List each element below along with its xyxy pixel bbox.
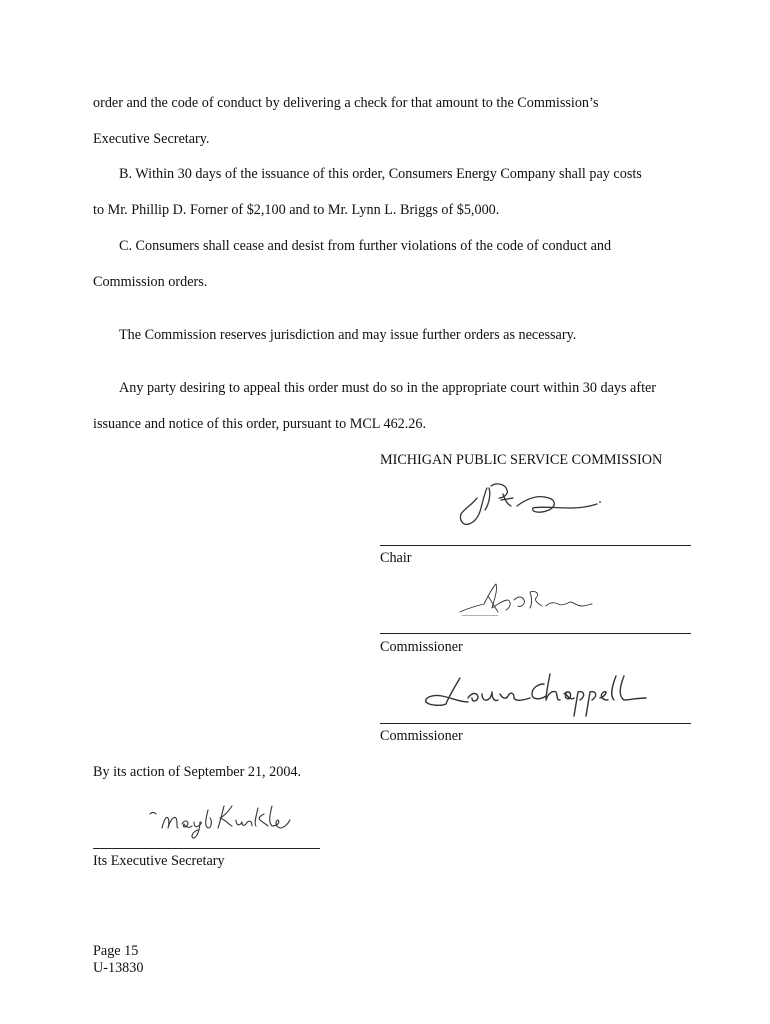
paragraph-c-line1: C. Consumers shall cease and desist from further violations of the code of conduct and bbox=[119, 238, 612, 254]
appeal-paragraph-line1: Any party desiring to appeal this order must do so in the appropriate court within 30 days after bbox=[119, 380, 657, 396]
appeal-paragraph-line2: issuance and notice of this order, pursuant to MCL 462.26. bbox=[93, 416, 427, 432]
paragraph-b-line2: to Mr. Phillip D. Forner of $2,100 and to Mr. Lynn L. Briggs of $5,000. bbox=[93, 202, 500, 218]
executive-secretary-title: Its Executive Secretary bbox=[93, 853, 225, 869]
commissioner-2-title: Commissioner bbox=[380, 728, 463, 744]
paragraph-b-line1: B. Within 30 days of the issuance of this order, Consumers Energy Company shall pay costs bbox=[119, 166, 642, 182]
commissioner-2-signature bbox=[420, 668, 650, 718]
executive-secretary-signature-line bbox=[93, 848, 320, 849]
action-date: By its action of September 21, 2004. bbox=[93, 764, 302, 780]
commissioner-1-signature-line bbox=[380, 633, 691, 634]
paragraph-a-line2: Executive Secretary. bbox=[93, 131, 210, 147]
paragraph-a-line1: order and the code of conduct by delivering a check for that amount to the Commission’s bbox=[93, 95, 599, 111]
chair-signature bbox=[455, 478, 605, 536]
commissioner-1-signature bbox=[458, 578, 598, 616]
chair-title: Chair bbox=[380, 550, 412, 566]
docket-number: U-13830 bbox=[93, 960, 144, 976]
paragraph-c-line2: Commission orders. bbox=[93, 274, 208, 290]
chair-signature-line bbox=[380, 545, 691, 546]
executive-secretary-signature bbox=[148, 800, 293, 840]
commission-name: MICHIGAN PUBLIC SERVICE COMMISSION bbox=[380, 452, 663, 468]
page-number: Page 15 bbox=[93, 943, 139, 959]
jurisdiction-paragraph: The Commission reserves jurisdiction and may issue further orders as necessary. bbox=[119, 327, 577, 343]
commissioner-1-title: Commissioner bbox=[380, 639, 463, 655]
commissioner-2-signature-line bbox=[380, 723, 691, 724]
